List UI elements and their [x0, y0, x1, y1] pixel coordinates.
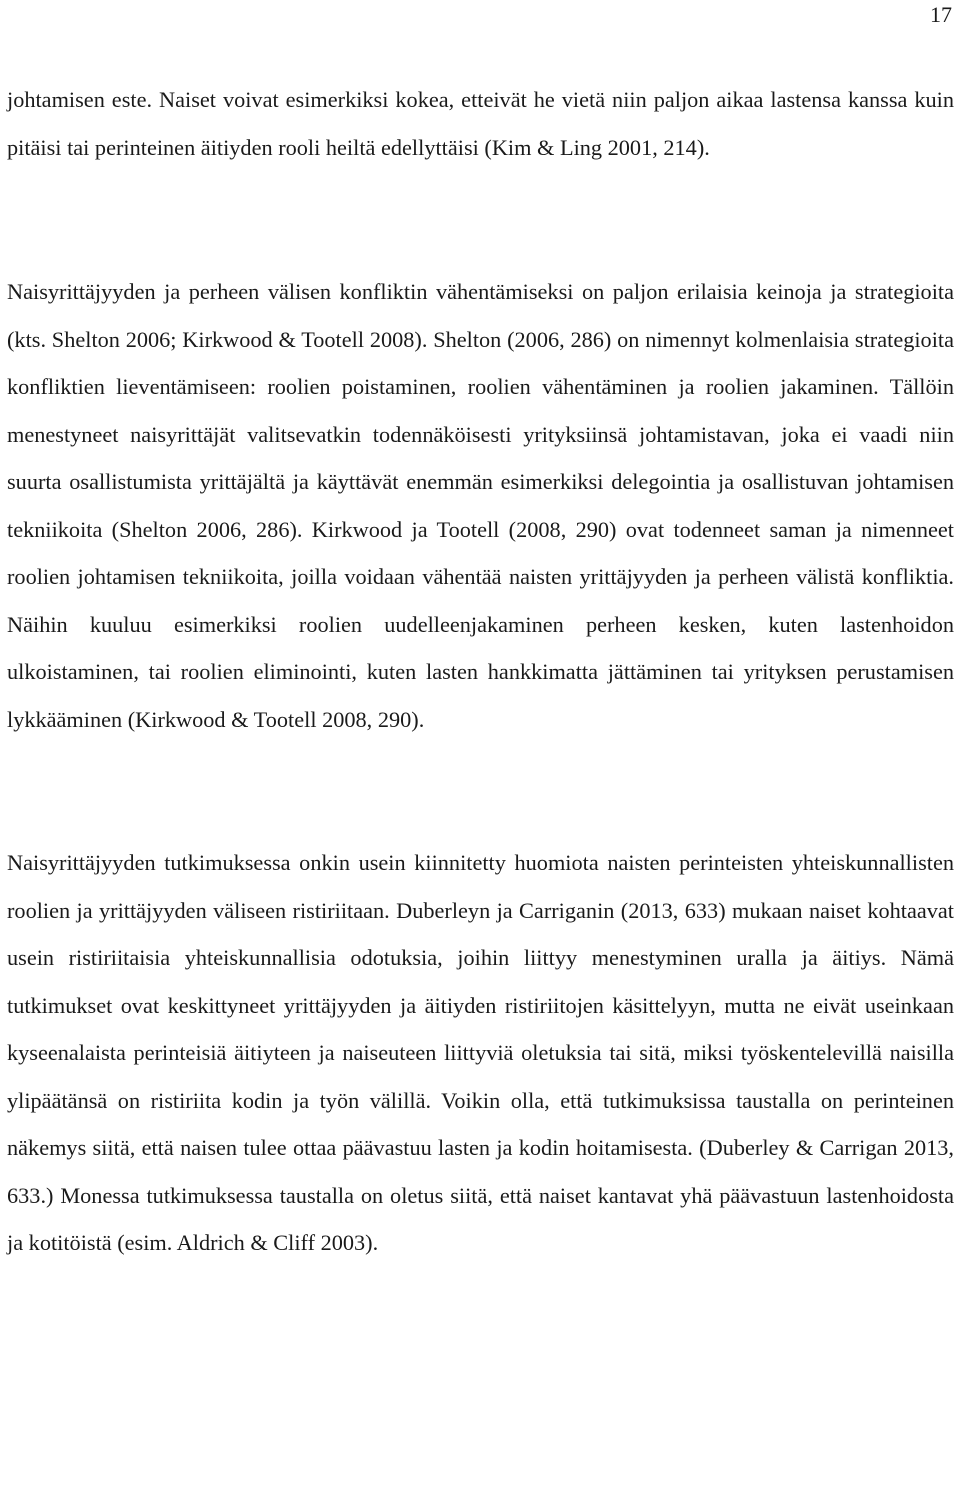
paragraph-spacer [7, 743, 954, 839]
document-body [7, 76, 954, 1267]
paragraph-spacer [7, 171, 954, 268]
page-number: 17 [930, 2, 952, 27]
paragraph-2: Naisyrittäjyyden ja perheen välisen konfliktin vähentämiseksi on paljon erilaisia keinoja ja strategioita (kts. Shelton 2006; Kirkwood & Tootell 2008). Shelton (2006, 286) on nimennyt kolmenlaisia strategioita konfliktien lieventämiseen: roolien poistaminen, roolien vähentäminen ja roolien jakaminen. Tällöin menestyneet naisyrittäjät valitsevatkin todennäköisesti yrityksiinsä johtamistavan, joka ei vaadi niin suurta osallistumista yrittäjältä ja käyttävät enemmän esimerkiksi delegointia ja osallistuvan johtamisen tekniikoita (Shelton 2006, 286). Kirkwood ja Tootell (2008, 290) ovat todenneet saman ja nimenneet roolien johtamisen tekniikoita, joilla voidaan vähentää naisten yrittäjyyden ja perheen välistä konfliktia. Näihin kuuluu esimerkiksi roolien uudelleenjakaminen perheen kesken, kuten lastenhoidon ulkoistaminen, tai roolien eliminointi, kuten lasten hankkimatta jättäminen tai yrityksen perustamisen lykkääminen (Kirkwood & Tootell 2008, 290). [7, 279, 954, 732]
paragraph-1: johtamisen este. Naiset voivat esimerkiksi kokea, etteivät he vietä niin paljon aikaa lastensa kanssa kuin pitäisi tai perinteinen äitiyden rooli heiltä edellyttäisi (Kim & Ling 2001, 214). [7, 87, 954, 160]
paragraph-3: Naisyrittäjyyden tutkimuksessa onkin usein kiinnitetty huomiota naisten perinteisten yhteiskunnallisten roolien ja yrittäjyyden väliseen ristiriitaan. Duberleyn ja Carriganin (2013, 633) mukaan naiset kohtaavat usein ristiriitaisia yhteiskunnallisia odotuksia, joihin liittyy menestyminen uralla ja äitiys. Nämä tutkimukset ovat keskittyneet yrittäjyyden ja äitiyden ristiriitojen käsittelyyn, mutta ne eivät useinkaan kyseenalaista perinteisiä äitiyteen ja naiseuteen liittyviä oletuksia tai sitä, miksi työskentelevillä naisilla ylipäätänsä on ristiriita kodin ja työn välillä. Voikin olla, että tutkimuksissa taustalla on perinteinen näkemys siitä, että naisen tulee ottaa päävastuu lasten ja kodin hoitamisesta. (Duberley & Carrigan 2013, 633.) Monessa tutkimuksessa taustalla on oletus siitä, että naiset kantavat yhä päävastuun lastenhoidosta ja kotitöistä (esim. Aldrich & Cliff 2003). [7, 850, 954, 1255]
